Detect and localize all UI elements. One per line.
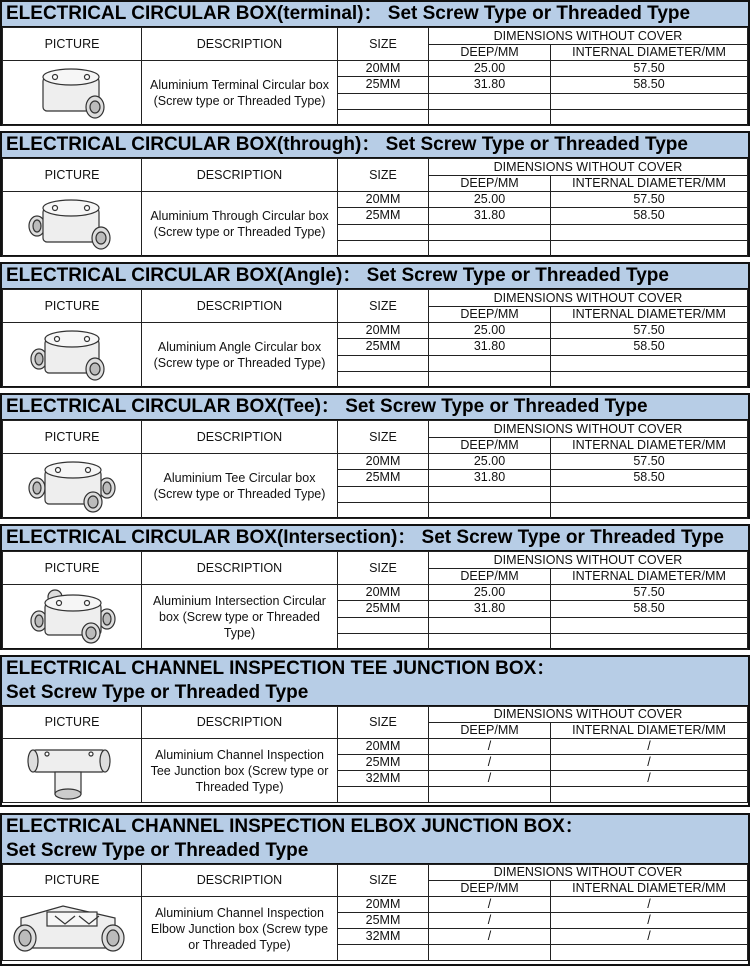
header-description: DESCRIPTION <box>142 865 338 897</box>
size-cell <box>338 633 429 649</box>
deep-cell: 31.80 <box>429 208 551 224</box>
size-cell <box>338 945 429 961</box>
intersection-box-icon <box>3 585 142 650</box>
product-section-angle <box>0 262 750 388</box>
section-title: ELECTRICAL CIRCULAR BOX(through)： Set Screw Type or Threaded Type <box>2 133 748 158</box>
header-internal: INTERNAL DIAMETER/MM <box>551 307 748 323</box>
deep-cell: 25.00 <box>429 585 551 601</box>
spec-table <box>2 289 748 388</box>
header-dimensions: DIMENSIONS WITHOUT COVER <box>429 28 748 45</box>
product-section-channel-elbow <box>0 813 750 966</box>
internal-cell: 58.50 <box>551 601 748 617</box>
size-cell: 20MM <box>338 192 429 208</box>
internal-cell <box>551 240 748 256</box>
deep-cell: / <box>429 755 551 771</box>
angle-box-icon <box>3 323 142 388</box>
internal-cell: 57.50 <box>551 192 748 208</box>
size-cell: 25MM <box>338 339 429 355</box>
internal-cell <box>551 787 748 803</box>
header-size: SIZE <box>338 159 429 192</box>
deep-cell: 31.80 <box>429 470 551 486</box>
channel-tee-icon <box>3 739 142 803</box>
header-deep: DEEP/MM <box>429 881 551 897</box>
header-description: DESCRIPTION <box>142 290 338 323</box>
deep-cell <box>429 93 551 109</box>
product-description: Aluminium Channel Inspection Tee Junction box (Screw type or Threaded Type) <box>142 739 338 803</box>
size-cell: 20MM <box>338 61 429 77</box>
header-internal: INTERNAL DIAMETER/MM <box>551 176 748 192</box>
internal-cell <box>551 355 748 371</box>
size-cell <box>338 371 429 387</box>
internal-cell <box>551 945 748 961</box>
product-section-through <box>0 131 750 257</box>
internal-cell: 58.50 <box>551 208 748 224</box>
size-cell: 25MM <box>338 470 429 486</box>
size-cell <box>338 93 429 109</box>
section-title: ELECTRICAL CIRCULAR BOX(Intersection)： Set Screw Type or Threaded Type <box>2 526 748 551</box>
internal-cell <box>551 93 748 109</box>
header-picture: PICTURE <box>3 865 142 897</box>
size-cell <box>338 617 429 633</box>
header-deep: DEEP/MM <box>429 45 551 61</box>
product-description: Aluminium Through Circular box (Screw type or Threaded Type) <box>142 192 338 257</box>
internal-cell: 57.50 <box>551 323 748 339</box>
deep-cell <box>429 371 551 387</box>
header-size: SIZE <box>338 28 429 61</box>
size-cell: 25MM <box>338 77 429 93</box>
size-cell <box>338 224 429 240</box>
header-picture: PICTURE <box>3 159 142 192</box>
product-description: Aluminium Tee Circular box (Screw type or Threaded Type) <box>142 454 338 519</box>
internal-cell: / <box>551 897 748 913</box>
section-title-line1: ELECTRICAL CHANNEL INSPECTION TEE JUNCTION BOX： <box>6 658 556 679</box>
product-description: Aluminium Angle Circular box (Screw type or Threaded Type) <box>142 323 338 388</box>
size-cell <box>338 240 429 256</box>
product-section-intersection <box>0 524 750 650</box>
section-title: ELECTRICAL CIRCULAR BOX(terminal)： Set Screw Type or Threaded Type <box>2 2 748 27</box>
size-cell: 32MM <box>338 929 429 945</box>
section-title-line1: ELECTRICAL CHANNEL INSPECTION ELBOX JUNCTION BOX： <box>6 816 584 837</box>
spec-table <box>2 551 748 650</box>
header-picture: PICTURE <box>3 290 142 323</box>
size-cell <box>338 787 429 803</box>
deep-cell <box>429 633 551 649</box>
deep-cell <box>429 240 551 256</box>
internal-cell <box>551 633 748 649</box>
deep-cell: 31.80 <box>429 601 551 617</box>
product-description: Aluminium Channel Inspection Elbow Junction box (Screw type or Threaded Type) <box>142 897 338 961</box>
channel-elbow-icon <box>3 897 142 961</box>
section-title: ELECTRICAL CIRCULAR BOX(Angle)： Set Screw Type or Threaded Type <box>2 264 748 289</box>
deep-cell <box>429 109 551 125</box>
header-dimensions: DIMENSIONS WITHOUT COVER <box>429 290 748 307</box>
size-cell <box>338 355 429 371</box>
header-deep: DEEP/MM <box>429 438 551 454</box>
header-dimensions: DIMENSIONS WITHOUT COVER <box>429 421 748 438</box>
deep-cell: 31.80 <box>429 77 551 93</box>
deep-cell: 31.80 <box>429 339 551 355</box>
spec-table <box>2 420 748 519</box>
size-cell: 20MM <box>338 323 429 339</box>
header-size: SIZE <box>338 865 429 897</box>
header-picture: PICTURE <box>3 28 142 61</box>
internal-cell <box>551 371 748 387</box>
header-size: SIZE <box>338 421 429 454</box>
deep-cell: / <box>429 771 551 787</box>
product-description: Aluminium Intersection Circular box (Screw type or Threaded Type) <box>142 585 338 650</box>
internal-cell: / <box>551 739 748 755</box>
header-dimensions: DIMENSIONS WITHOUT COVER <box>429 707 748 723</box>
product-description: Aluminium Terminal Circular box (Screw type or Threaded Type) <box>142 61 338 126</box>
deep-cell <box>429 945 551 961</box>
size-cell: 20MM <box>338 585 429 601</box>
header-size: SIZE <box>338 707 429 739</box>
header-picture: PICTURE <box>3 552 142 585</box>
header-description: DESCRIPTION <box>142 707 338 739</box>
internal-cell: 58.50 <box>551 339 748 355</box>
internal-cell <box>551 109 748 125</box>
spec-table <box>2 27 748 126</box>
header-size: SIZE <box>338 290 429 323</box>
size-cell: 32MM <box>338 771 429 787</box>
deep-cell: 25.00 <box>429 323 551 339</box>
internal-cell <box>551 224 748 240</box>
header-internal: INTERNAL DIAMETER/MM <box>551 881 748 897</box>
size-cell: 20MM <box>338 454 429 470</box>
product-section-channel-tee <box>0 655 750 807</box>
deep-cell <box>429 617 551 633</box>
header-picture: PICTURE <box>3 421 142 454</box>
internal-cell <box>551 502 748 518</box>
deep-cell <box>429 502 551 518</box>
product-section-tee <box>0 393 750 519</box>
deep-cell: / <box>429 739 551 755</box>
header-internal: INTERNAL DIAMETER/MM <box>551 438 748 454</box>
deep-cell: / <box>429 929 551 945</box>
section-title <box>2 815 748 864</box>
size-cell: 25MM <box>338 208 429 224</box>
header-internal: INTERNAL DIAMETER/MM <box>551 45 748 61</box>
internal-cell <box>551 486 748 502</box>
internal-cell: 57.50 <box>551 585 748 601</box>
deep-cell <box>429 224 551 240</box>
header-internal: INTERNAL DIAMETER/MM <box>551 569 748 585</box>
section-title: ELECTRICAL CIRCULAR BOX(Tee)： Set Screw Type or Threaded Type <box>2 395 748 420</box>
deep-cell: / <box>429 913 551 929</box>
deep-cell: 25.00 <box>429 454 551 470</box>
section-title-line2: Set Screw Type or Threaded Type <box>6 682 309 703</box>
deep-cell <box>429 787 551 803</box>
header-deep: DEEP/MM <box>429 176 551 192</box>
size-cell: 20MM <box>338 897 429 913</box>
terminal-box-icon <box>3 61 142 126</box>
header-deep: DEEP/MM <box>429 569 551 585</box>
header-internal: INTERNAL DIAMETER/MM <box>551 723 748 739</box>
internal-cell: 58.50 <box>551 77 748 93</box>
size-cell: 20MM <box>338 739 429 755</box>
deep-cell: / <box>429 897 551 913</box>
spec-table <box>2 864 748 961</box>
header-description: DESCRIPTION <box>142 28 338 61</box>
header-size: SIZE <box>338 552 429 585</box>
header-deep: DEEP/MM <box>429 723 551 739</box>
header-description: DESCRIPTION <box>142 552 338 585</box>
through-box-icon <box>3 192 142 257</box>
header-description: DESCRIPTION <box>142 421 338 454</box>
deep-cell: 25.00 <box>429 61 551 77</box>
header-deep: DEEP/MM <box>429 307 551 323</box>
size-cell <box>338 486 429 502</box>
product-section-terminal <box>0 0 750 126</box>
deep-cell <box>429 355 551 371</box>
section-title <box>2 657 748 706</box>
internal-cell: 57.50 <box>551 454 748 470</box>
size-cell: 25MM <box>338 601 429 617</box>
header-description: DESCRIPTION <box>142 159 338 192</box>
size-cell: 25MM <box>338 913 429 929</box>
internal-cell: / <box>551 771 748 787</box>
tee-box-icon <box>3 454 142 519</box>
section-title-line2: Set Screw Type or Threaded Type <box>6 840 309 861</box>
deep-cell: 25.00 <box>429 192 551 208</box>
spec-table <box>2 706 748 803</box>
header-picture: PICTURE <box>3 707 142 739</box>
size-cell <box>338 502 429 518</box>
header-dimensions: DIMENSIONS WITHOUT COVER <box>429 865 748 881</box>
internal-cell: / <box>551 755 748 771</box>
internal-cell: 58.50 <box>551 470 748 486</box>
size-cell: 25MM <box>338 755 429 771</box>
internal-cell <box>551 617 748 633</box>
deep-cell <box>429 486 551 502</box>
internal-cell: / <box>551 913 748 929</box>
header-dimensions: DIMENSIONS WITHOUT COVER <box>429 552 748 569</box>
header-dimensions: DIMENSIONS WITHOUT COVER <box>429 159 748 176</box>
size-cell <box>338 109 429 125</box>
internal-cell: / <box>551 929 748 945</box>
spec-table <box>2 158 748 257</box>
internal-cell: 57.50 <box>551 61 748 77</box>
